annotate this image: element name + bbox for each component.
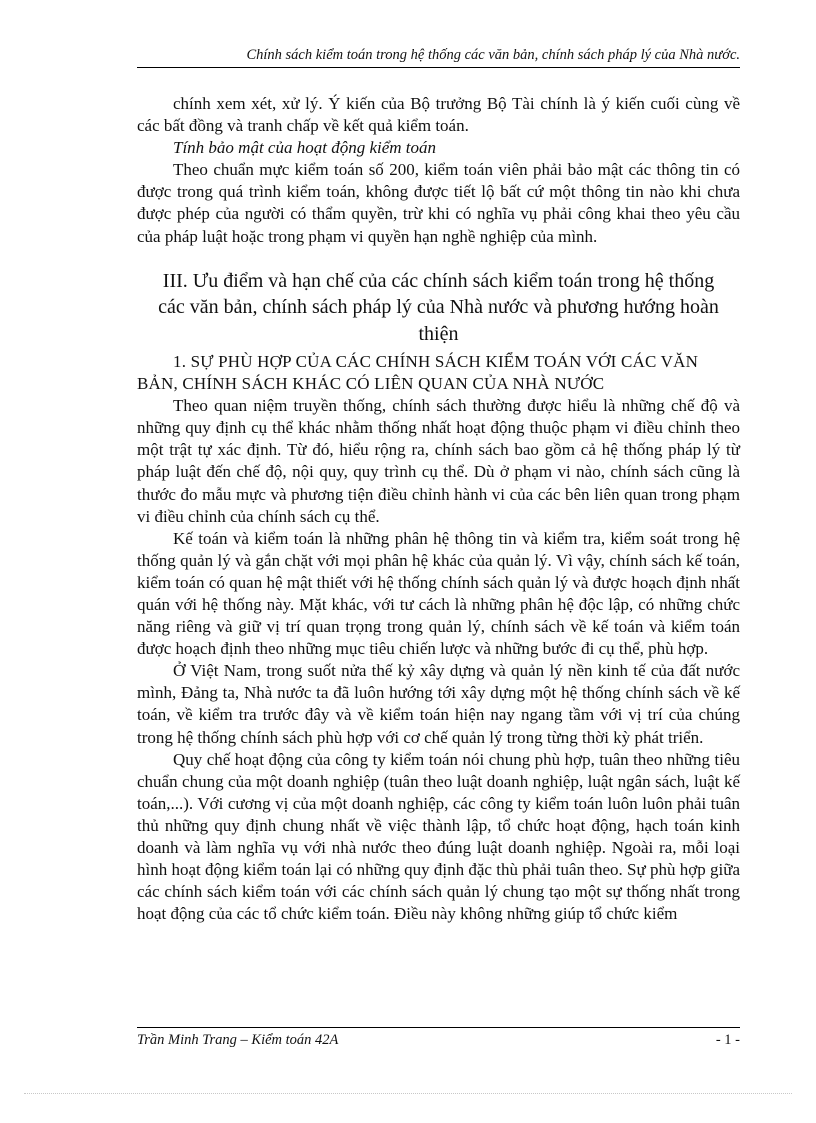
page-number: - 1 - bbox=[715, 1032, 740, 1048]
running-header: Chính sách kiểm toán trong hệ thống các văn bản, chính sách pháp lý của Nhà nước. bbox=[246, 47, 740, 63]
page-bottom-edge bbox=[24, 1093, 792, 1094]
paragraph: Quy chế hoạt động của công ty kiểm toán nói chung phù hợp, tuân theo những tiêu chuẩn chung của một doanh nghiệp (tuân theo luật doanh nghiệp, luật ngân sách, luật kế toán,...). Với cương vị của một doanh nghiệp, các công ty kiểm toán luôn luôn phải tuân thủ những quy định chung nhất về việc thành lập, tổ chức hoạt động, hạch toán kinh doanh và làm nghĩa vụ với nhà nước theo đúng luật doanh nghiệp. Ngoài ra, mỗi loại hình hoạt động kiểm toán lại có những quy định đặc thù phải tuân theo. Sự phù hợp giữa các chính sách kiểm toán với các chính sách quản lý chung tạo một sự thống nhất trong hoạt động của các tổ chức kiểm toán. Điều này không những giúp tổ chức kiểm bbox=[137, 749, 740, 924]
body-text bbox=[137, 93, 740, 925]
section-title: III. Ưu điểm và hạn chế của các chính sách kiểm toán trong hệ thống các văn bản, chính sách pháp lý của Nhà nước và phương hướng hoàn thiện bbox=[158, 269, 719, 345]
footer-author: Trần Minh Trang – Kiểm toán 42A bbox=[137, 1032, 339, 1048]
paragraph: Theo quan niệm truyền thống, chính sách thường được hiểu là những chế độ và những quy định cụ thể khác nhằm thống nhất hoạt động thuộc phạm vi điều chỉnh theo một trật tự xác định. Từ đó, hiểu rộng ra, chính sách bao gồm cả hệ thống pháp lý từ pháp luật đến chế độ, nội quy, quy trình cụ thể. Dù ở phạm vi nào, chính sách cũng là thước đo mẫu mực và phương tiện điều chỉnh hành vi của các bên liên quan trong phạm vi điều chỉnh của chính sách cụ thể. bbox=[137, 396, 740, 526]
subsection-title: 1. SỰ PHÙ HỢP CỦA CÁC CHÍNH SÁCH KIỂM TOÁN VỚI CÁC VĂN BẢN, CHÍNH SÁCH KHÁC CÓ LIÊN QUAN CỦA NHÀ NƯỚC bbox=[137, 352, 699, 394]
italic-subheading: Tính bảo mật của hoạt động kiểm toán bbox=[173, 138, 437, 158]
paragraph: Ở Việt Nam, trong suốt nửa thế kỷ xây dựng và quản lý nền kinh tế của đất nước mình, Đảng ta, Nhà nước ta đã luôn hướng tới xây dựng một hệ thống chính sách về kế toán, về kiểm tra trước đây và về kiểm toán hiện nay ngang tầm với vị trí của chúng trong hệ thống chính sách phù hợp với cơ chế quản lý trong từng thời kỳ phát triển. bbox=[137, 661, 740, 747]
paragraph: chính xem xét, xử lý. Ý kiến của Bộ trưởng Bộ Tài chính là ý kiến cuối cùng về các bất đồng và tranh chấp về kết quả kiểm toán. bbox=[137, 94, 740, 136]
paragraph: Theo chuẩn mực kiểm toán số 200, kiểm toán viên phải bảo mật các thông tin có được trong quá trình kiểm toán, không được tiết lộ bất cứ một thông tin nào khi chưa được phép của người có thẩm quyền, trừ khi có nghĩa vụ phải công khai theo yêu cầu của pháp luật hoặc trong phạm vi quyền hạn nghề nghiệp của mình. bbox=[137, 160, 740, 246]
footer-rule bbox=[137, 1027, 740, 1028]
paragraph: Kế toán và kiểm toán là những phân hệ thông tin và kiểm tra, kiểm soát trong hệ thống quản lý và gắn chặt với mọi phân hệ khác của quản lý. Vì vậy, chính sách kế toán, kiểm toán có quan hệ mật thiết với hệ thống chính sách quản lý và được hoạch định nhất quán với hệ thống này. Mặt khác, với tư cách là những phân hệ độc lập, có những chức năng riêng và giữ vị trí quan trọng trong quản lý, chính sách về kế toán và kiểm toán được hoạch định theo những mục tiêu chiến lược và những bước đi cụ thể, phù hợp. bbox=[137, 528, 740, 659]
header-rule bbox=[137, 67, 740, 68]
